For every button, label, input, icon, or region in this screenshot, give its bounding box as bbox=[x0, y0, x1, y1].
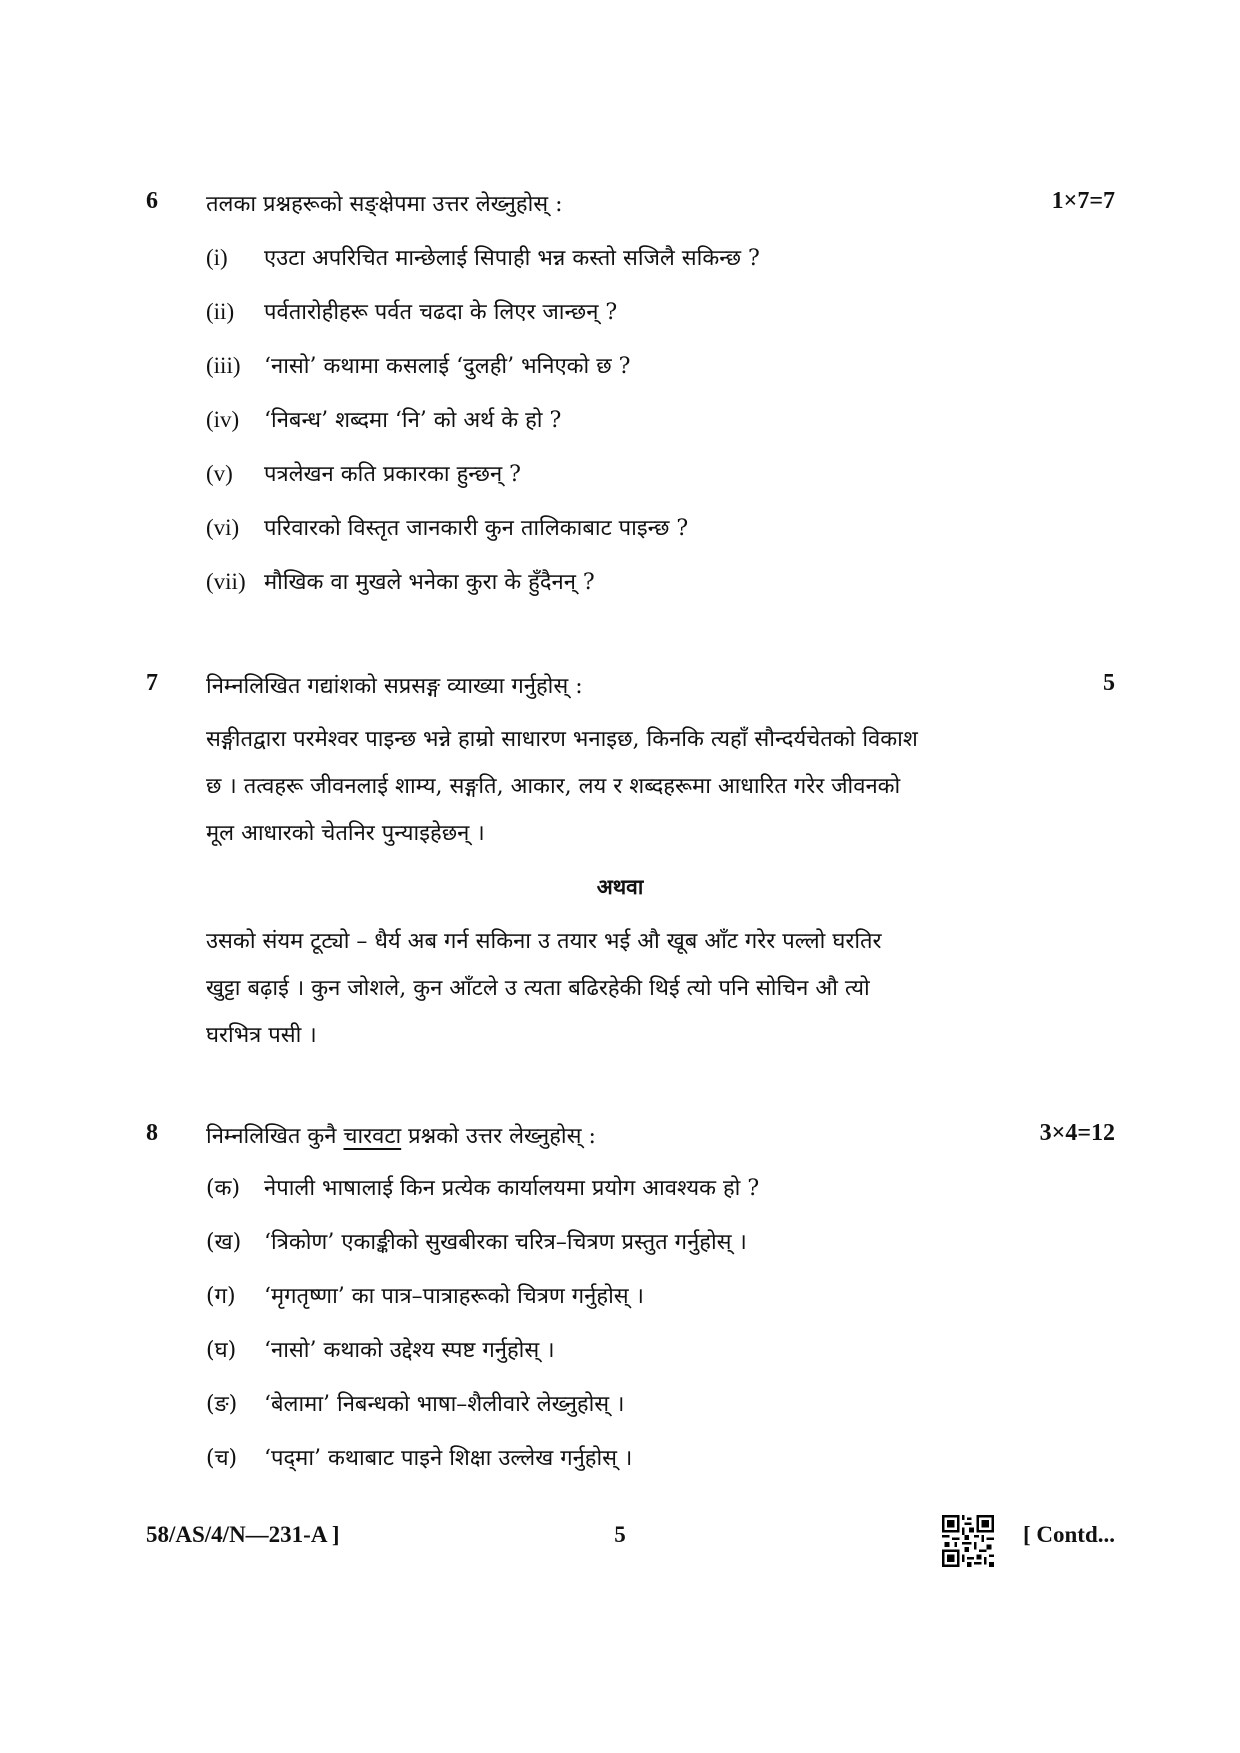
item-label: (vii) bbox=[206, 569, 246, 594]
question-prompt: तलका प्रश्नहरूको सङ्क्षेपमा उत्तर लेख्नुहोस् : bbox=[206, 192, 563, 217]
item-label: (घ) bbox=[206, 1338, 237, 1363]
question-marks: 1×7=7 bbox=[1051, 188, 1115, 214]
passage-line: सङ्गीतद्वारा परमेश्वर पाइन्छ भन्ने हाम्रो साधारण भनाइछ, किनकि त्यहाँ सौन्दर्यचेतको विकाश bbox=[206, 727, 918, 752]
paper-code: 58/AS/4/N—231-A ] bbox=[146, 1522, 340, 1547]
item-label: (ङ) bbox=[206, 1392, 238, 1417]
list-item bbox=[206, 1388, 625, 1426]
item-text: ‘निबन्ध’ शब्दमा ‘नि’ को अर्थ के हो ? bbox=[264, 408, 562, 433]
item-label: (ख) bbox=[206, 1230, 242, 1255]
prompt-part: निम्नलिखित कुनै bbox=[206, 1124, 344, 1149]
passage-line: खुट्टा बढ़ाई । कुन जोशले, कुन आँटले उ त्यता बढिरहेकी थिई त्यो पनि सोचिन औ त्यो bbox=[206, 976, 870, 1001]
list-item bbox=[206, 1334, 555, 1372]
list-item bbox=[206, 512, 688, 550]
passage-line: मूल आधारको चेतनिर पुन्याइहेछन् । bbox=[206, 821, 485, 846]
prompt-part: प्रश्नको उत्तर लेख्नुहोस् : bbox=[401, 1124, 596, 1149]
item-label: (v) bbox=[206, 461, 233, 486]
item-label: (ii) bbox=[206, 299, 235, 324]
question-number: 7 bbox=[146, 670, 158, 696]
page-number: 5 bbox=[614, 1522, 626, 1547]
item-text: ‘नासो’ कथाको उद्देश्य स्पष्ट गर्नुहोस् । bbox=[264, 1338, 555, 1363]
item-text: ‘त्रिकोण’ एकाङ्कीको सुखबीरका चरित्र–चित्रण प्रस्तुत गर्नुहोस् । bbox=[264, 1230, 747, 1255]
passage-line: घरभित्र पसी । bbox=[206, 1023, 317, 1048]
list-item bbox=[206, 350, 630, 388]
item-label: (च) bbox=[206, 1446, 238, 1471]
continued-label: [ Contd... bbox=[1022, 1522, 1115, 1547]
question-prompt: निम्नलिखित गद्यांशको सप्रसङ्ग व्याख्या गर्नुहोस् : bbox=[206, 674, 583, 699]
question-7-header bbox=[0, 670, 1240, 710]
list-item bbox=[206, 1172, 759, 1210]
item-label: (ग) bbox=[206, 1284, 236, 1309]
item-text: एउटा अपरिचित मान्छेलाई सिपाही भन्न कस्तो सजिलै सकिन्छ ? bbox=[264, 246, 760, 271]
question-6-header bbox=[0, 188, 1240, 228]
qr-code-icon bbox=[942, 1515, 994, 1567]
item-text: नेपाली भाषालाई किन प्रत्येक कार्यालयमा प्रयोग आवश्यक हो ? bbox=[264, 1176, 760, 1201]
passage-2 bbox=[206, 918, 1066, 1059]
question-8-header bbox=[0, 1120, 1240, 1160]
item-text: मौखिक वा मुखले भनेका कुरा के हुँदैनन् ? bbox=[264, 570, 595, 595]
question-marks: 5 bbox=[1103, 670, 1115, 696]
item-label: (i) bbox=[206, 245, 228, 270]
list-item bbox=[206, 404, 561, 442]
item-text: परिवारको विस्तृत जानकारी कुन तालिकाबाट पाइन्छ ? bbox=[264, 516, 689, 541]
item-text: ‘मृगतृष्णा’ का पात्र–पात्राहरूको चित्रण गर्नुहोस् । bbox=[264, 1284, 644, 1309]
question-number: 6 bbox=[146, 188, 158, 214]
item-label: (iv) bbox=[206, 407, 240, 432]
list-item bbox=[206, 1280, 644, 1318]
item-text: पत्रलेखन कति प्रकारका हुन्छन् ? bbox=[264, 462, 521, 487]
question-prompt bbox=[206, 1120, 596, 1150]
item-text: ‘बेलामा’ निबन्धको भाषा–शैलीवारे लेख्नुहोस् । bbox=[264, 1392, 625, 1417]
item-text: पर्वतारोहीहरू पर्वत चढदा के लिएर जान्छन् ? bbox=[264, 300, 618, 325]
list-item bbox=[206, 1226, 747, 1264]
list-item bbox=[206, 458, 521, 496]
item-text: ‘पद्‌मा’ कथाबाट पाइने शिक्षा उल्लेख गर्नुहोस् । bbox=[264, 1446, 633, 1471]
prompt-underlined: चारवटा bbox=[343, 1124, 402, 1149]
list-item bbox=[206, 1442, 632, 1480]
passage-line: छ । तत्वहरू जीवनलाई शाम्य, सङ्गति, आकार, लय र शब्दहरूमा आधारित गरेर जीवनको bbox=[206, 774, 901, 799]
item-label: (iii) bbox=[206, 353, 241, 378]
list-item bbox=[206, 296, 617, 334]
list-item bbox=[206, 566, 595, 604]
or-divider-label: अथवा bbox=[596, 874, 644, 899]
question-marks: 3×4=12 bbox=[1039, 1120, 1115, 1146]
item-label: (vi) bbox=[206, 515, 240, 540]
question-number: 8 bbox=[146, 1120, 158, 1146]
item-label: (क) bbox=[206, 1176, 241, 1201]
item-text: ‘नासो’ कथामा कसलाई ‘दुलही’ भनिएको छ ? bbox=[264, 354, 631, 379]
passage-1 bbox=[206, 716, 1066, 857]
list-item bbox=[206, 242, 760, 280]
passage-line: उसको संयम टूट्यो – धैर्य अब गर्न सकिना उ तयार भई औ खूब आँट गरेर पल्लो घरतिर bbox=[206, 929, 882, 954]
